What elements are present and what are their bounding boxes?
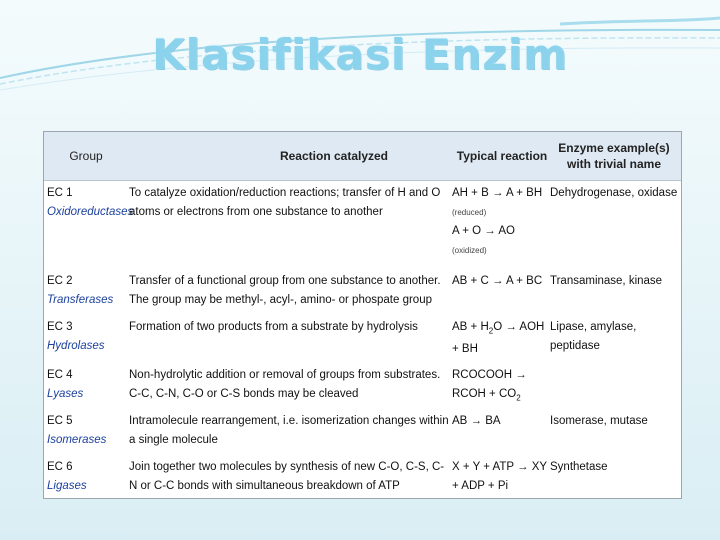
reaction-catalyzed: Intramolecule rearrangement, i.e. isomerization changes within a single molecule	[129, 415, 449, 446]
header-reaction: Reaction catalyzed	[279, 149, 389, 163]
typical-reaction: AH + B → A + BH (reduced) A + O → AO (oxidized)	[452, 187, 543, 255]
enzyme-class: Isomerases	[47, 434, 107, 446]
reaction-catalyzed: To catalyze oxidation/reduction reactions; transfer of H and O atoms or electrons from one substance to another	[129, 187, 441, 218]
enzyme-class: Oxidoreductases	[47, 206, 134, 218]
enzyme-example: Isomerase, mutase	[550, 415, 648, 427]
table-row	[44, 314, 681, 360]
table-row	[44, 180, 681, 274]
table-header-row	[44, 132, 681, 181]
typical-reaction: X + Y + ATP → XY + ADP + Pi	[452, 461, 547, 492]
table-row	[44, 268, 681, 314]
reaction-catalyzed: Join together two molecules by synthesis of new C-O, C-S, C-N or C-C bonds with simultaneous breakdown of ATP	[129, 461, 445, 492]
slide-title: Klasifikasi Enzim	[152, 30, 568, 79]
enzyme-example: Synthetase	[550, 461, 608, 473]
reaction-catalyzed: Non-hydrolytic addition or removal of groups from substrates. C-C, C-N, C-O or C-S bonds may be cleaved	[129, 369, 441, 400]
enzyme-example: Lipase, amylase, peptidase	[550, 321, 637, 352]
ec-number: EC 2	[47, 275, 73, 287]
header-enzyme-example: Enzyme example(s) with trivial name	[558, 141, 670, 171]
header-group: Group	[69, 149, 103, 163]
reaction-catalyzed: Formation of two products from a substrate by hydrolysis	[129, 321, 418, 333]
enzyme-class: Ligases	[47, 480, 87, 492]
table-row	[44, 454, 681, 500]
reaction-catalyzed: Transfer of a functional group from one substance to another. The group may be methyl-, acyl-, amino- or phospate group	[129, 275, 441, 306]
enzyme-class: Transferases	[47, 294, 114, 306]
ec-number: EC 4	[47, 369, 73, 381]
enzyme-example: Dehydrogenase, oxidase	[550, 187, 678, 199]
table-row	[44, 362, 681, 408]
header-typical-reaction: Typical reaction	[456, 149, 548, 163]
enzyme-classification-table	[43, 131, 682, 499]
typical-reaction: AB + C → A + BC	[452, 275, 543, 287]
typical-reaction: AB → BA	[452, 415, 501, 427]
typical-reaction: RCOCOOH → RCOH + $CO_2$	[452, 369, 527, 403]
ec-number: EC 3	[47, 321, 73, 333]
enzyme-class: Lyases	[47, 388, 84, 400]
ec-number: EC 5	[47, 415, 73, 427]
ec-number: EC 1	[47, 187, 73, 199]
table-row	[44, 408, 681, 454]
typical-reaction: AB + $H_2O$ → AOH + BH	[452, 321, 545, 356]
enzyme-class: Hydrolases	[47, 340, 105, 352]
ec-number: EC 6	[47, 461, 73, 473]
enzyme-example: Transaminase, kinase	[550, 275, 663, 287]
